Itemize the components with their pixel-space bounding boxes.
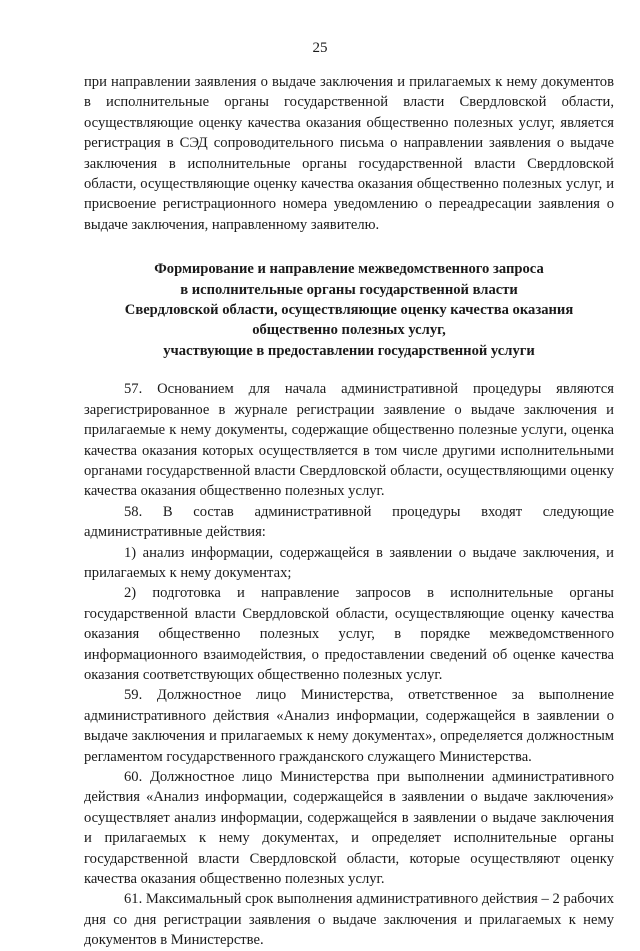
intro-paragraph: при направлении заявления о выдаче заключения и прилагаемых к нему документов в исполнительные органы государственной власти Свердловской области, осуществляющие оценку качества оказания общественно полезных услуг, является регистрация в СЭД сопроводительного письма о направлении заявления о выдаче заключения в исполнительные органы государственной власти Свердловской области, осуществляющие оценку качества оказания общественно полезных услуг, и присвоение регистрационного номера уведомлению о переадресации заявления о выдаче заключения, направленному заявителю. xyxy=(84,74,614,233)
paragraph-58-item-2: 2) подготовка и направление запросов в исполнительные органы государственной власти Свердловской области, осуществляющие оценку качества оказания общественно полезных услуг, в порядке межведомственного информационного взаимодействия, о предоставлении сведений об оценке качества оказания соответствующих общественно полезных услуг. xyxy=(84,585,614,683)
document-body xyxy=(84,72,614,951)
section-heading-line-3: Свердловской области, осуществляющие оценку качества оказания xyxy=(124,302,574,319)
section-heading-line-2: в исполнительные органы государственной власти xyxy=(180,281,518,298)
paragraph-57: 57. Основанием для начала административной процедуры являются зарегистрированное в журнале регистрации заявление о выдаче заключения и прилагаемые к нему документы, содержащие общественно полезные услуги, оценка качества оказания которых осуществляется в том числе другими исполнительными органами государственной власти Свердловской области, осуществляющими оценку качества оказания общественно полезных услуг. xyxy=(84,381,614,500)
section-heading-line-4: общественно полезных услуг, xyxy=(252,322,446,339)
paragraph-61: 61. Максимальный срок выполнения административного действия – 2 рабочих дня со дня регистрации заявления о выдаче заключения и прилагаемых к нему документов в Министерстве. xyxy=(84,891,614,949)
section-heading-line-1: Формирование и направление межведомственного запроса xyxy=(154,261,544,278)
paragraph-59: 59. Должностное лицо Министерства, ответственное за выполнение административного действия «Анализ информации, содержащейся в заявлении о выдаче заключения и прилагаемых к нему документах», определяется должностным регламентом государственного гражданского служащего Министерства. xyxy=(84,687,614,765)
section-heading-line-5: участвующие в предоставлении государственной услуги xyxy=(163,342,535,359)
section-heading xyxy=(84,259,614,361)
paragraph-58: 58. В состав административной процедуры входят следующие административные действия: xyxy=(84,503,614,541)
page-number: 25 xyxy=(312,40,328,56)
paragraph-58-item-1: 1) анализ информации, содержащейся в заявлении о выдаче заключения, и прилагаемых к нему документах; xyxy=(84,544,614,581)
paragraph-60: 60. Должностное лицо Министерства при выполнении административного действия «Анализ информации, содержащейся в заявлении о выдаче заключения» осуществляет анализ информации, содержащейся в заявлении о выдаче заключения и прилагаемых к нему документах, и определяет исполнительные органы государственной власти Свердловской области, которые осуществляют оценку качества оказания общественно полезных услуг. xyxy=(84,769,614,888)
